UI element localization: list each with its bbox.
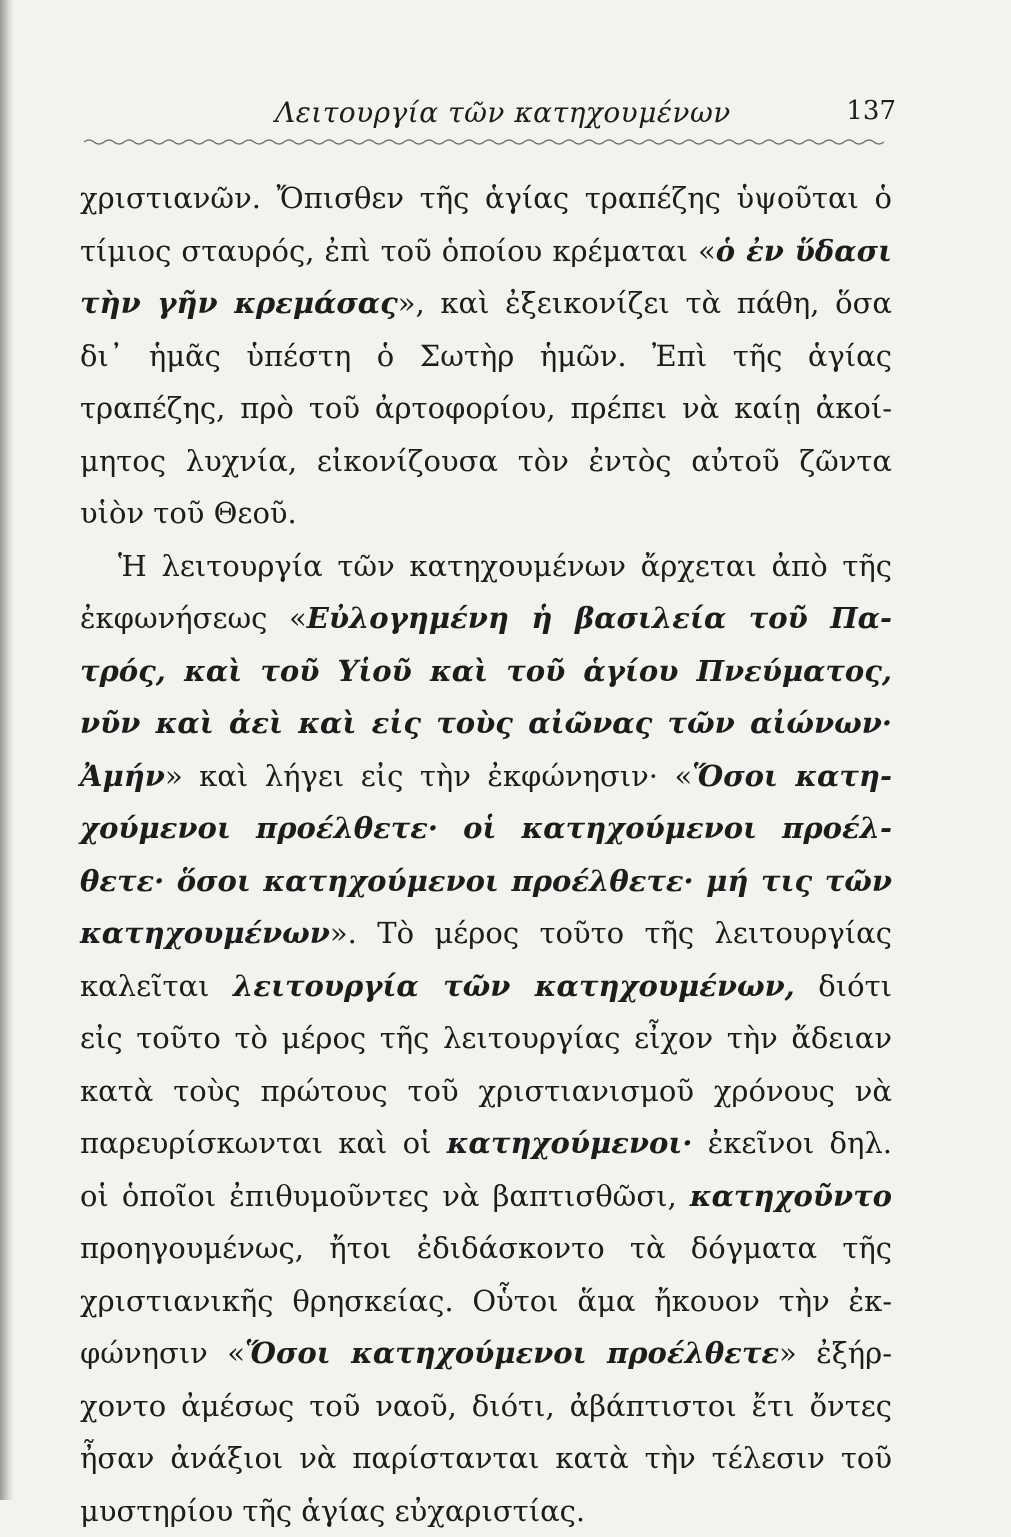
emphasized-text: νῦν καὶ ἀεὶ καὶ εἰς τοὺς αἰῶνας τῶν αἰώνων· [80, 706, 892, 740]
emphasized-text: Εὐλογημένη ἡ βασιλεία τοῦ Πα- [307, 601, 892, 635]
text-segment: καλεῖται [80, 969, 233, 1003]
text-line [80, 592, 892, 645]
text-line [80, 802, 892, 855]
text-segment: ». Τὸ μέρος τοῦτο τῆς λειτουργίας [330, 916, 892, 950]
text-segment: προηγουμένως, ἤτοι ἐδιδάσκοντο τὰ δόγματα τῆς [80, 1231, 892, 1265]
page-edge-shadow [0, 0, 14, 1500]
text-line [80, 1222, 892, 1275]
text-line [80, 1327, 892, 1380]
emphasized-text: λειτουργία τῶν κατηχουμένων, [233, 969, 795, 1003]
text-line [80, 1485, 892, 1537]
running-title: Λειτουργία τῶν κατηχουμένων [275, 96, 731, 129]
text-line [80, 1275, 892, 1328]
text-line [80, 645, 892, 698]
emphasized-text: Ὅσοι κατη- [692, 759, 892, 793]
emphasized-text: κατηχούμενοι· [447, 1126, 693, 1160]
text-segment: ἦσαν ἀνάξιοι νὰ παρίστανται κατὰ τὴν τέλεσιν τοῦ [80, 1441, 892, 1475]
text-segment: χριστιανῶν. Ὄπισθεν τῆς ἁγίας τραπέζης ὑψοῦται ὁ [80, 181, 892, 215]
text-segment: χοντο ἀμέσως τοῦ ναοῦ, διότι, ἀβάπτιστοι ἔτι ὄντες [80, 1389, 892, 1423]
text-line [80, 225, 892, 278]
text-segment: » ἐξήρ- [779, 1336, 892, 1370]
text-line [80, 1012, 892, 1065]
text-line [80, 1065, 892, 1118]
text-segment: υἱὸν τοῦ Θεοῦ. [80, 496, 297, 530]
text-segment: φώνησιν « [80, 1336, 245, 1370]
emphasized-text: τρός, καὶ τοῦ Υἱοῦ καὶ τοῦ ἁγίου Πνεύματος, [80, 654, 892, 688]
text-segment: μητος λυχνία, εἰκονίζουσα τὸν ἐντὸς αὐτοῦ ζῶντα [80, 444, 892, 478]
emphasized-text: τὴν γῆν κρεμάσας [80, 286, 398, 320]
emphasized-text: θετε· ὅσοι κατηχούμενοι προέλθετε· μή τις τῶν [80, 864, 892, 898]
emphasized-text: Ἀμήν [80, 759, 165, 793]
emphasized-text: κατηχοῦντο [690, 1179, 892, 1213]
text-line [80, 1170, 892, 1223]
text-line [80, 487, 892, 540]
text-line [80, 540, 892, 593]
text-segment: ἐκφωνήσεως « [80, 601, 307, 635]
text-line [80, 330, 892, 383]
text-segment: δι᾿ ἡμᾶς ὑπέστη ὁ Σωτὴρ ἡμῶν. Ἐπὶ τῆς ἁγίας [80, 339, 892, 373]
text-segment: εἰς τοῦτο τὸ μέρος τῆς λειτουργίας εἶχον τὴν ἄδειαν [80, 1021, 892, 1055]
text-line [80, 382, 892, 435]
text-segment: ἐκεῖνοι δηλ. [692, 1126, 892, 1160]
text-segment: χριστιανικῆς θρησκείας. Οὗτοι ἅμα ἤκουον τὴν ἐκ- [80, 1284, 892, 1318]
text-line [80, 697, 892, 750]
text-line [80, 960, 892, 1013]
emphasized-text: ὁ ἐν ὕδασι [716, 234, 892, 268]
page-number: 137 [846, 96, 896, 126]
running-header [80, 96, 910, 136]
text-line [80, 435, 892, 488]
text-line [80, 1432, 892, 1485]
text-segment: Ἡ λειτουργία τῶν κατηχουμένων ἄρχεται ἀπὸ τῆς [118, 549, 892, 583]
text-line [80, 855, 892, 908]
text-line [80, 172, 892, 225]
text-line [80, 277, 892, 330]
emphasized-text: Ὅσοι κατηχούμενοι προέλθετε [245, 1336, 779, 1370]
header-wavy-rule [84, 138, 884, 146]
emphasized-text: κατηχουμένων [80, 916, 330, 950]
body-text [80, 172, 892, 1537]
text-segment: παρευρίσκωνται καὶ οἱ [80, 1126, 447, 1160]
text-line [80, 1380, 892, 1433]
text-line [80, 907, 892, 960]
text-segment: διότι [795, 969, 892, 1003]
text-line [80, 1117, 892, 1170]
text-segment: οἱ ὁποῖοι ἐπιθυμοῦντες νὰ βαπτισθῶσι, [80, 1179, 690, 1213]
text-line [80, 750, 892, 803]
text-segment: κατὰ τοὺς πρώτους τοῦ χριστιανισμοῦ χρόνους νὰ [80, 1074, 892, 1108]
emphasized-text: χούμενοι προέλθετε· οἱ κατηχούμενοι προέλ- [80, 811, 892, 845]
text-segment: μυστηρίου τῆς ἁγίας εὐχαριστίας. [80, 1494, 585, 1528]
text-segment: τραπέζης, πρὸ τοῦ ἀρτοφορίου, πρέπει νὰ καίῃ ἀκοί- [80, 391, 892, 425]
text-segment: τίμιος σταυρός, ἐπὶ τοῦ ὁποίου κρέμαται « [80, 234, 716, 268]
text-segment: », καὶ ἐξεικονίζει τὰ πάθη, ὅσα [398, 286, 892, 320]
text-segment: » καὶ λήγει εἰς τὴν ἐκφώνησιν· « [165, 759, 692, 793]
